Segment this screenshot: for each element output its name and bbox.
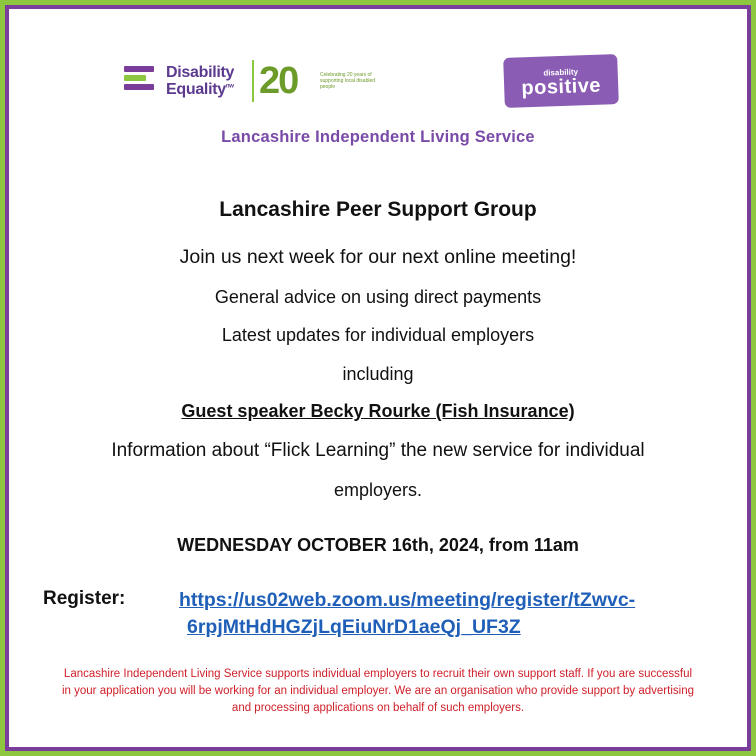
- disability-equality-logo: [124, 60, 384, 102]
- group-title: Lancashire Peer Support Group: [219, 198, 537, 221]
- anniversary-number: 20: [259, 60, 298, 102]
- flick-learning-line: Information about “Flick Learning” the new service for individual: [111, 440, 645, 461]
- updates-line: Latest updates for individual employers: [221, 325, 535, 345]
- register-label: Register:: [43, 588, 126, 609]
- register-link[interactable]: [179, 587, 719, 641]
- logo-small-text: disability: [543, 67, 579, 78]
- advice-line: General advice on using direct payments: [214, 287, 542, 307]
- guest-speaker-line: Guest speaker Becky Rourke (Fish Insurance): [181, 401, 575, 421]
- join-line: Join us next week for our next online meeting!: [179, 246, 577, 268]
- including-line: including: [342, 364, 414, 384]
- service-title: Lancashire Independent Living Service: [221, 128, 535, 146]
- logo-name-line2: Equality$^{nw}$: [166, 81, 234, 98]
- anniversary-tagline: Celebrating 20 years of supporting local disabled people: [320, 72, 376, 90]
- register-link-line2[interactable]: 6rpjMtHdHGZjLqEiuNrD1aeQj_UF3Z: [187, 616, 521, 638]
- flick-learning-line-2: employers.: [333, 480, 423, 500]
- logo-big-text: positive: [521, 74, 602, 100]
- event-date: WEDNESDAY OCTOBER 16th, 2024, from 11am: [177, 535, 579, 555]
- disability-positive-logo: [503, 54, 619, 108]
- logo-divider: [252, 60, 254, 102]
- register-link-line1[interactable]: https://us02web.zoom.us/meeting/register/tZwvc-: [179, 589, 636, 611]
- footer-note: Lancashire Independent Living Service supports individual employers to recruit their own support staff. If you are successful in your application you will be working for an individual employer. We are an organisation who provide support by advertising and processing applications on behalf of such employers.: [61, 668, 694, 714]
- disability-equality-mark-icon: [124, 66, 160, 96]
- logo-trademark: nw: [225, 83, 234, 90]
- logo-name-line1: Disability: [166, 64, 235, 81]
